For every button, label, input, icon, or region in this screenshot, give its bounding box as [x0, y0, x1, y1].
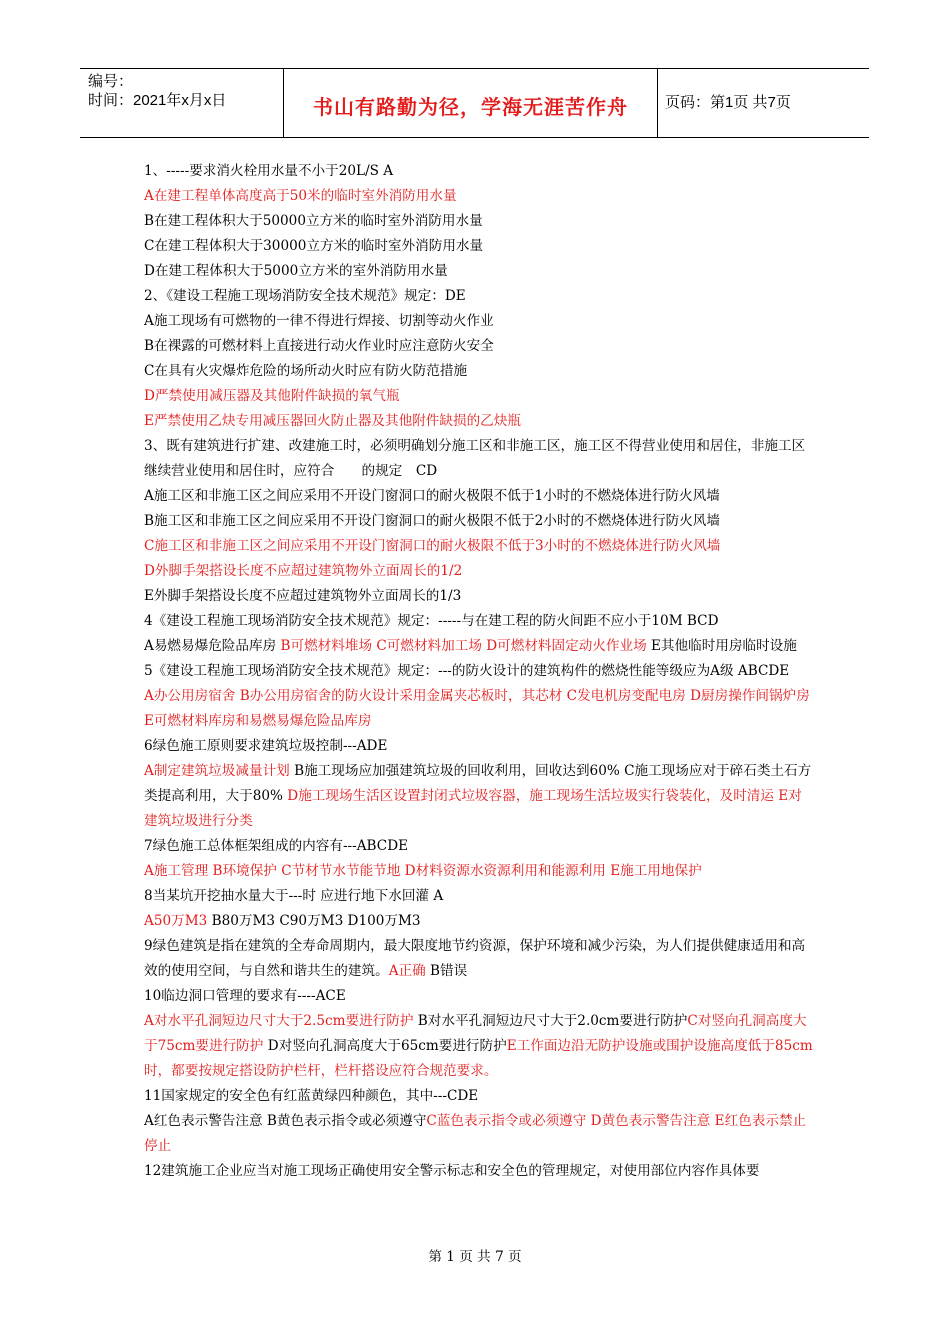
question-paragraph [144, 559, 814, 584]
question-text: 8当某坑开挖抽水量大于---时 应进行地下水回灌 A [144, 888, 444, 904]
document-number-label: 编号： [88, 73, 134, 90]
question-paragraph [144, 509, 814, 534]
question-paragraph [144, 1009, 814, 1084]
question-paragraph [144, 884, 814, 909]
question-text: E外脚手架搭设长度不应超过建筑物外立面周长的1/3 [144, 588, 462, 604]
question-text: A红色表示警告注意 B黄色表示指令或必须遵守 [144, 1113, 427, 1129]
question-text: B在裸露的可燃材料上直接进行动火作业时应注意防火安全 [144, 338, 494, 354]
question-text: 4《建设工程施工现场消防安全技术规范》规定：-----与在建工程的防火间距不应小于10M BCD [144, 613, 719, 629]
question-paragraph [144, 1084, 814, 1109]
page-footer: 第 1 页 共 7 页 [428, 1249, 522, 1265]
question-text: 7绿色施工总体框架组成的内容有---ABCDE [144, 838, 409, 854]
question-text: 3、既有建筑进行扩建、改建施工时，必须明确划分施工区和非施工区，施工区不得营业使用和居住，非施工区继续营业使用和居住时，应符合 的规定 CD [144, 438, 806, 479]
question-paragraph [144, 609, 814, 634]
answer-text-highlighted: D严禁使用减压器及其他附件缺损的氧气瓶 [144, 388, 400, 404]
question-paragraph [144, 284, 814, 309]
question-paragraph [144, 834, 814, 859]
question-paragraph [144, 409, 814, 434]
question-text: 2、《建设工程施工现场消防安全技术规范》规定：DE [144, 288, 466, 304]
question-paragraph [144, 334, 814, 359]
question-text: 6绿色施工原则要求建筑垃圾控制---ADE [144, 738, 388, 754]
question-paragraph [144, 759, 814, 834]
question-text: 12建筑施工企业应当对施工现场正确使用安全警示标志和安全色的管理规定，对使用部位内容作具体要 [144, 1163, 760, 1179]
question-text: D在建工程体积大于5000立方米的室外消防用水量 [144, 263, 448, 279]
question-paragraph [144, 209, 814, 234]
question-paragraph [144, 934, 814, 984]
question-text: 5《建设工程施工现场消防安全技术规范》规定：---的防火设计的建筑构件的燃烧性能等级应为A级 ABCDE [144, 663, 790, 679]
question-text: 10临边洞口管理的要求有----ACE [144, 988, 346, 1004]
answer-text-highlighted: A正确 [388, 963, 426, 979]
answer-text-highlighted: A对水平孔洞短边尺寸大于2.5cm要进行防护 [144, 1013, 414, 1029]
answer-text-highlighted: A办公用房宿舍 B办公用房宿舍的防火设计采用金属夹芯板时，其芯材 C发电机房变配电房 D厨房操作间锅炉房 E可燃材料库房和易燃易爆危险品库房 [144, 688, 810, 729]
question-paragraph [144, 584, 814, 609]
question-text: B施工现场应加强建筑垃圾的回收利用，回收达到60% C施工现场应对于碎石类土石方类提高利用，大于80% [144, 763, 812, 804]
header-motto-cell [283, 69, 658, 137]
question-text: B施工区和非施工区之间应采用不开设门窗洞口的耐火极限不低于2小时的不燃烧体进行防火风墙 [144, 513, 720, 529]
question-text: E其他临时用房临时设施 [646, 638, 797, 654]
question-text: A施工区和非施工区之间应采用不开设门窗洞口的耐火极限不低于1小时的不燃烧体进行防火风墙 [144, 488, 720, 504]
answer-text-highlighted: A制定建筑垃圾减量计划 [144, 763, 290, 779]
question-text: C在建工程体积大于30000立方米的临时室外消防用水量 [144, 238, 484, 254]
question-paragraph [144, 234, 814, 259]
document-time-label: 时间：2021年x月x日 [88, 92, 227, 109]
question-paragraph [144, 309, 814, 334]
answer-text-highlighted: D外脚手架搭设长度不应超过建筑物外立面周长的1/2 [144, 563, 463, 579]
answer-text-highlighted: C蓝色表示指令或必须遵守 D黄色表示警告注意 E红色表示禁止停止 [144, 1113, 807, 1154]
answer-text-highlighted: C对竖向孔洞高度大于75cm要进行防护 [144, 1013, 807, 1054]
question-paragraph [144, 259, 814, 284]
answer-text-highlighted: D施工现场生活区设置封闭式垃圾容器，施工现场生活垃圾实行袋装化，及时清运 E对建筑垃圾进行分类 [144, 788, 802, 829]
question-paragraph [144, 359, 814, 384]
question-text: 9绿色建筑是指在建筑的全寿命周期内，最大限度地节约资源，保护环境和减少污染，为人们提供健康适用和高效的使用空间，与自然和谐共生的建筑。 [144, 938, 806, 979]
header-page-cell [657, 69, 869, 137]
header-page-number: 页码：第1页 共7页 [665, 94, 791, 111]
question-paragraph [144, 859, 814, 884]
answer-text-highlighted: C施工区和非施工区之间应采用不开设门窗洞口的耐火极限不低于3小时的不燃烧体进行防火风墙 [144, 538, 721, 554]
question-paragraph [144, 634, 814, 659]
question-paragraph [144, 184, 814, 209]
question-paragraph [144, 684, 814, 734]
question-text: A施工现场有可燃物的一律不得进行焊接、切割等动火作业 [144, 313, 494, 329]
question-text: A易燃易爆危险品库房 [144, 638, 281, 654]
question-paragraph [144, 434, 814, 484]
answer-text-highlighted: E严禁使用乙炔专用减压器回火防止器及其他附件缺损的乙炔瓶 [144, 413, 521, 429]
page-header [80, 68, 869, 138]
question-text: 1、-----要求消火栓用水量不小于20L/S A [144, 163, 394, 179]
question-paragraph [144, 384, 814, 409]
question-paragraph [144, 909, 814, 934]
answer-text-highlighted: A50万M3 [144, 913, 208, 929]
question-paragraph [144, 534, 814, 559]
question-paragraph [144, 659, 814, 684]
question-text: B错误 [425, 963, 468, 979]
header-motto: 书山有路勤为径，学海无涯苦作舟 [313, 95, 628, 119]
question-text: 11国家规定的安全色有红蓝黄绿四种颜色，其中---CDE [144, 1088, 479, 1104]
question-text: B80万M3 C90万M3 D100万M3 [207, 913, 421, 929]
document-body [144, 159, 814, 1184]
question-text: B在建工程体积大于50000立方米的临时室外消防用水量 [144, 213, 483, 229]
question-paragraph [144, 984, 814, 1009]
question-text: D对竖向孔洞高度大于65cm要进行防护 [263, 1038, 507, 1054]
answer-text-highlighted: E工作面边沿无防护设施或围护设施高度低于85cm时，都要按规定搭设防护栏杆，栏杆搭设应符合规范要求。 [144, 1038, 813, 1079]
header-meta-cell [80, 69, 283, 137]
answer-text-highlighted: A在建工程单体高度高于50米的临时室外消防用水量 [144, 188, 457, 204]
question-paragraph [144, 1159, 814, 1184]
question-paragraph [144, 1109, 814, 1159]
question-text: B对水平孔洞短边尺寸大于2.0cm要进行防护 [413, 1013, 688, 1029]
question-paragraph [144, 159, 814, 184]
answer-text-highlighted: B可燃材料堆场 C可燃材料加工场 D可燃材料固定动火作业场 [280, 638, 647, 654]
question-text: C在具有火灾爆炸危险的场所动火时应有防火防范措施 [144, 363, 468, 379]
question-paragraph [144, 734, 814, 759]
answer-text-highlighted: A施工管理 B环境保护 C节材节水节能节地 D材料资源水资源利用和能源利用 E施工用地保护 [144, 863, 702, 879]
question-paragraph [144, 484, 814, 509]
